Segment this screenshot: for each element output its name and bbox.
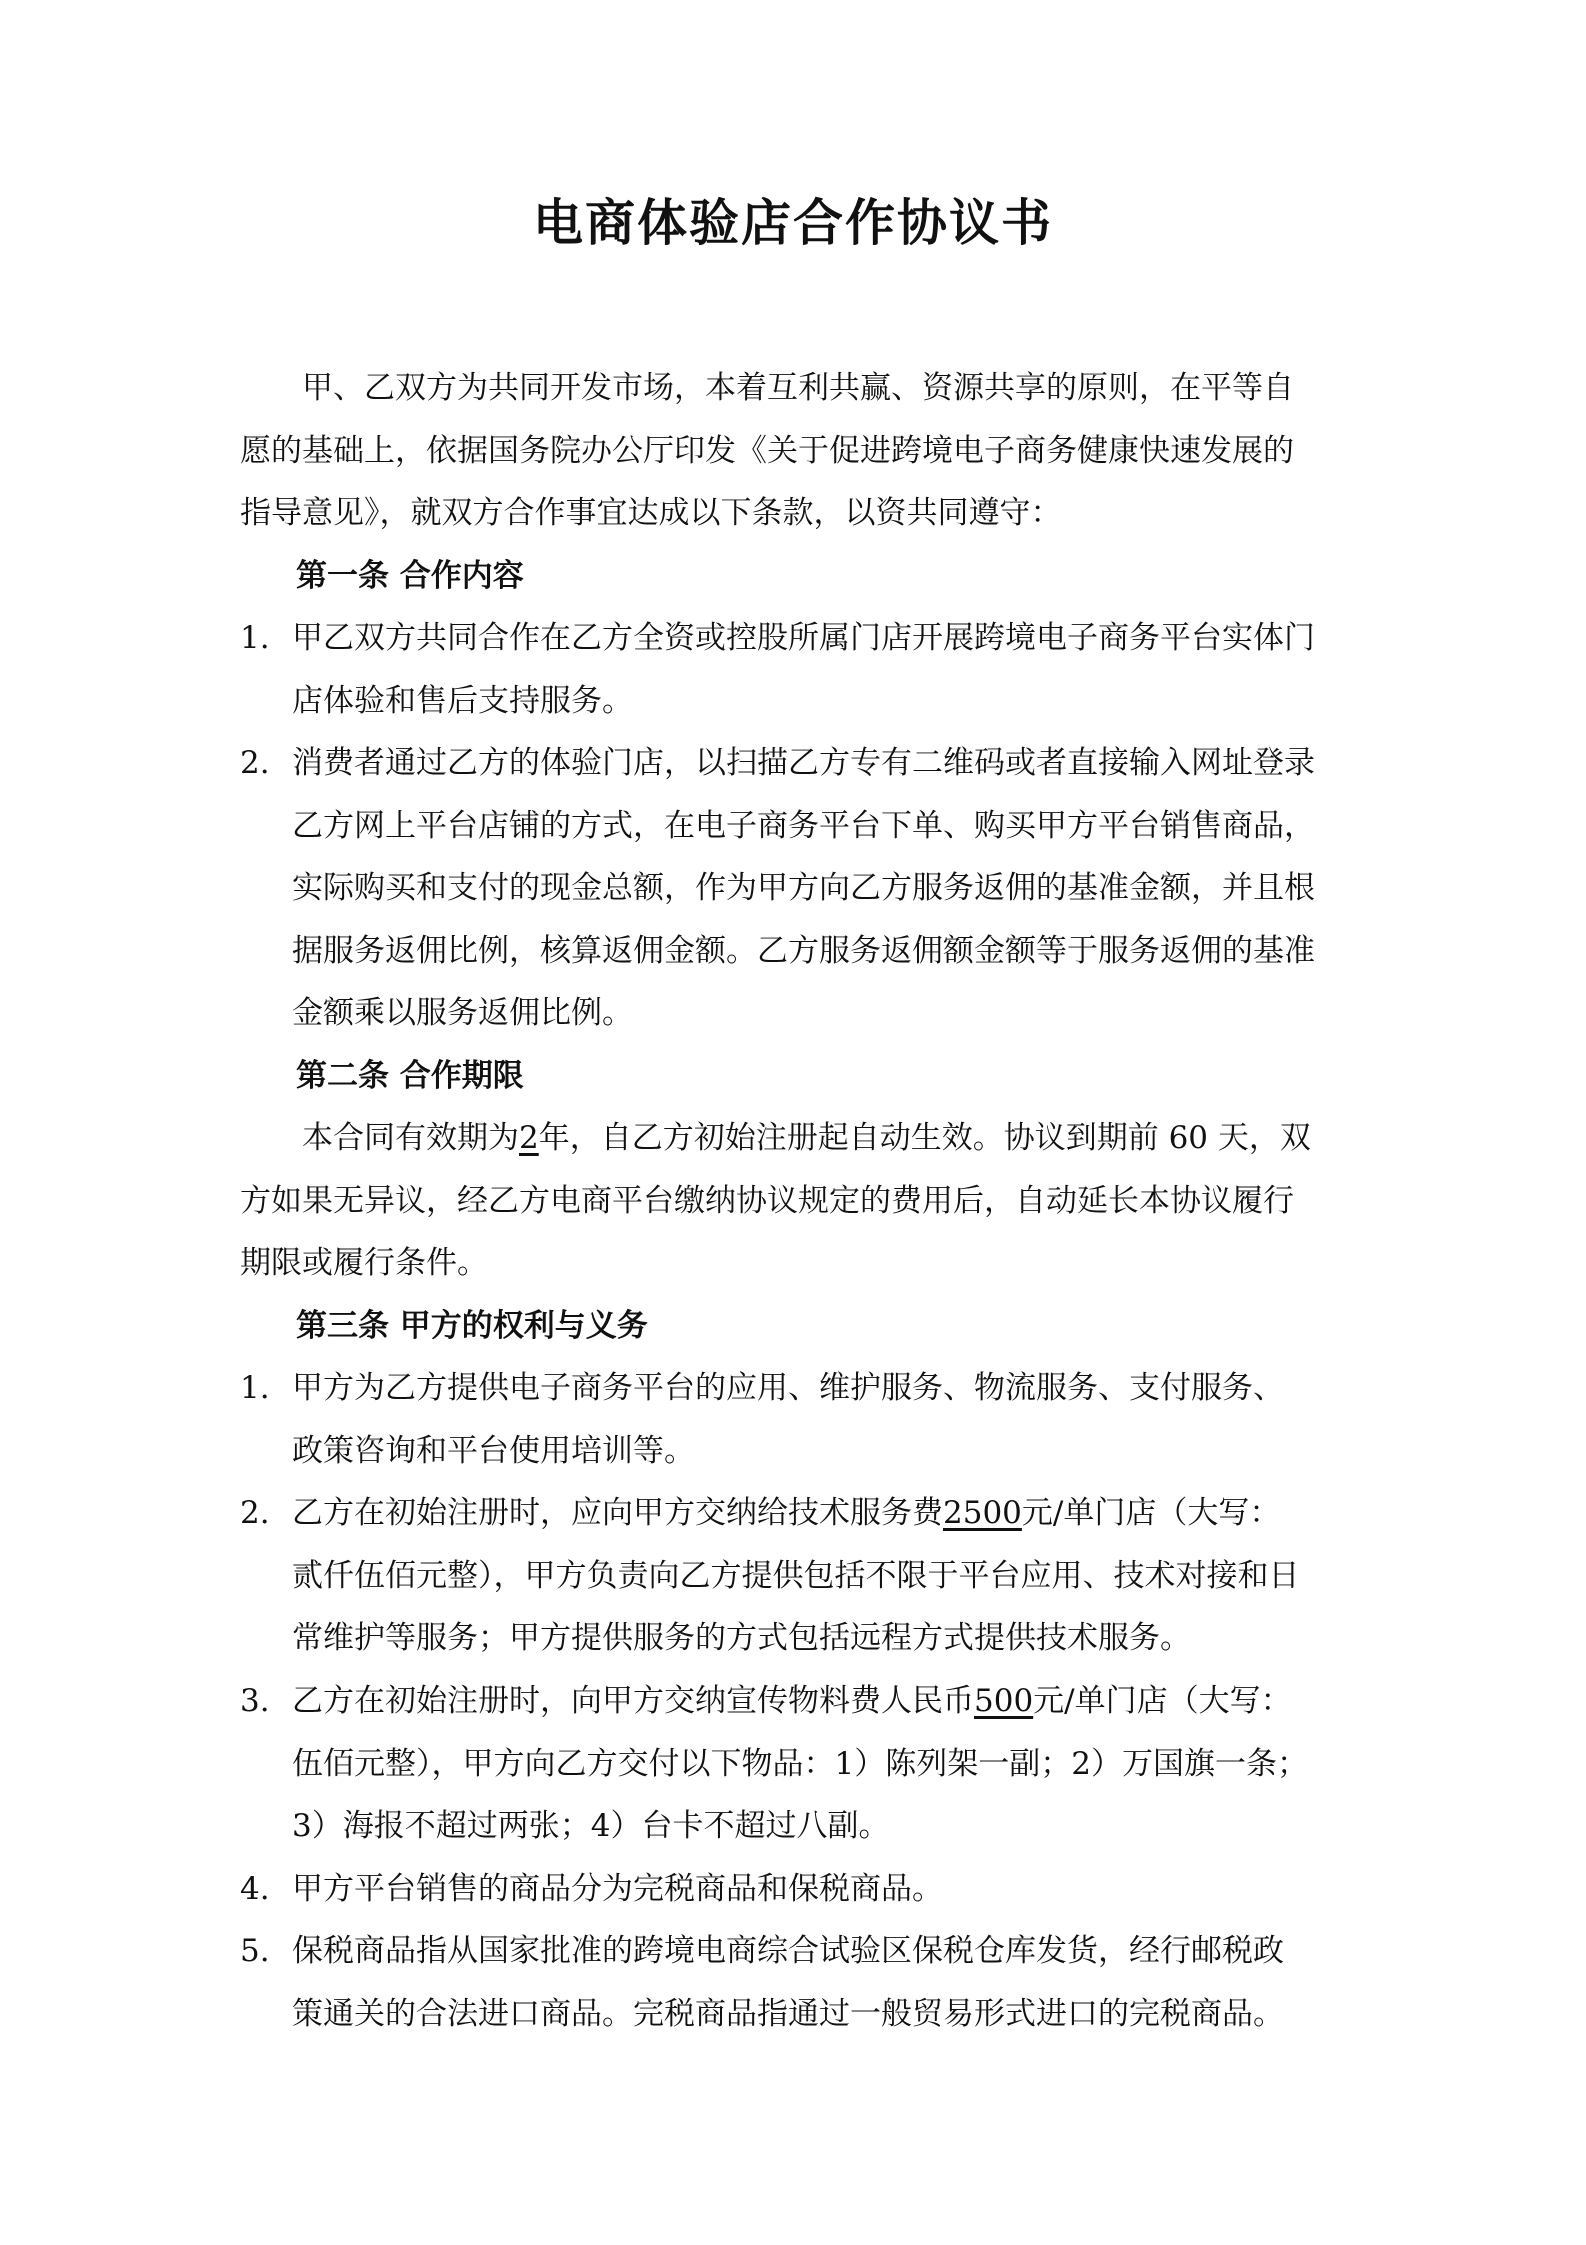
item-line: 伍佰元整），甲方向乙方交付以下物品：1）陈列架一副；2）万国旗一条； xyxy=(292,1745,1308,1782)
term-years-value: 2 xyxy=(519,1120,539,1156)
tech-service-fee-value: 2500 xyxy=(943,1495,1022,1531)
article-1-item-2 xyxy=(240,732,1348,1045)
paragraph-line: 方如果无异议，经乙方电商平台缴纳协议规定的费用后，自动延长本协议履行 xyxy=(240,1182,1294,1219)
article-3-item-3 xyxy=(240,1670,1348,1858)
item-line: 据服务返佣比例，核算返佣金额。乙方服务返佣额金额等于服务返佣的基准 xyxy=(292,932,1315,969)
item-number: 2. xyxy=(240,1495,270,1531)
article-1-item-1 xyxy=(240,607,1348,732)
item-line: 乙方网上平台店铺的方式，在电子商务平台下单、购买甲方平台销售商品， xyxy=(292,807,1315,844)
paragraph-line: 期限或履行条件。 xyxy=(240,1245,488,1281)
fee-text-pre: 乙方在初始注册时，向甲方交纳宣传物料费人民币 xyxy=(292,1683,974,1719)
article-3-item-1 xyxy=(240,1357,1348,1482)
item-line: 甲方为乙方提供电子商务平台的应用、维护服务、物流服务、支付服务、 xyxy=(292,1370,1284,1406)
article-3-heading: 第三条 甲方的权利与义务 xyxy=(296,1308,648,1344)
item-line: 甲方平台销售的商品分为完税商品和保税商品。 xyxy=(292,1871,943,1907)
term-text-post: 年，自乙方初始注册起自动生效。协议到期前 60 天，双 xyxy=(538,1120,1311,1156)
item-line: 策通关的合法进口商品。完税商品指通过一般贸易形式进口的完税商品。 xyxy=(292,1995,1284,2032)
item-line: 3）海报不超过两张；4）台卡不超过八副。 xyxy=(292,1808,890,1844)
item-number: 1. xyxy=(240,620,270,656)
item-number: 4. xyxy=(240,1871,270,1907)
document-title: 电商体验店合作协议书 xyxy=(533,193,1053,252)
article-3-item-2 xyxy=(240,1482,1348,1670)
item-number: 5. xyxy=(240,1933,270,1969)
article-2-paragraph xyxy=(240,1107,1348,1295)
fee-text-pre: 乙方在初始注册时，应向甲方交纳给技术服务费 xyxy=(292,1495,943,1531)
item-line xyxy=(292,1670,1348,1733)
article-3-item-4 xyxy=(240,1858,1348,1921)
paragraph-line xyxy=(240,1107,1348,1170)
intro-line: 愿的基础上，依据国务院办公厅印发《关于促进跨境电子商务健康快速发展的 xyxy=(240,432,1294,469)
item-number: 2. xyxy=(240,745,270,781)
intro-paragraph xyxy=(240,357,1348,545)
item-number: 3. xyxy=(240,1683,270,1719)
item-line: 贰仟伍佰元整），甲方负责向乙方提供包括不限于平台应用、技术对接和日 xyxy=(292,1557,1300,1594)
item-line: 保税商品指从国家批准的跨境电商综合试验区保税仓库发货，经行邮税政 xyxy=(292,1933,1284,1969)
fee-text-post: 元/单门店（大写： xyxy=(1021,1495,1281,1531)
intro-line: 指导意见》，就双方合作事宜达成以下条款，以资共同遵守： xyxy=(240,495,1062,531)
article-1-heading: 第一条 合作内容 xyxy=(296,558,524,594)
item-line: 金额乘以服务返佣比例。 xyxy=(292,995,633,1031)
item-line xyxy=(292,1482,1348,1545)
item-line: 政策咨询和平台使用培训等。 xyxy=(292,1432,695,1469)
fee-text-post: 元/单门店（大写： xyxy=(1033,1683,1292,1719)
item-line: 常维护等服务；甲方提供服务的方式包括远程方式提供技术服务。 xyxy=(292,1620,1191,1656)
item-number: 1. xyxy=(240,1370,270,1406)
term-text-pre: 本合同有效期为 xyxy=(302,1120,519,1156)
article-3-item-5 xyxy=(240,1920,1348,2045)
intro-line: 甲、乙双方为共同开发市场，本着互利共赢、资源共享的原则，在平等自 xyxy=(302,370,1294,406)
article-2-heading: 第二条 合作期限 xyxy=(296,1058,524,1094)
item-line: 店体验和售后支持服务。 xyxy=(292,682,633,719)
item-line: 甲乙双方共同合作在乙方全资或控股所属门店开展跨境电子商务平台实体门 xyxy=(292,620,1315,656)
item-line: 消费者通过乙方的体验门店，以扫描乙方专有二维码或者直接输入网址登录 xyxy=(292,745,1315,781)
promo-material-fee-value: 500 xyxy=(974,1683,1034,1719)
item-line: 实际购买和支付的现金总额，作为甲方向乙方服务返佣的基准金额，并且根 xyxy=(292,870,1315,906)
